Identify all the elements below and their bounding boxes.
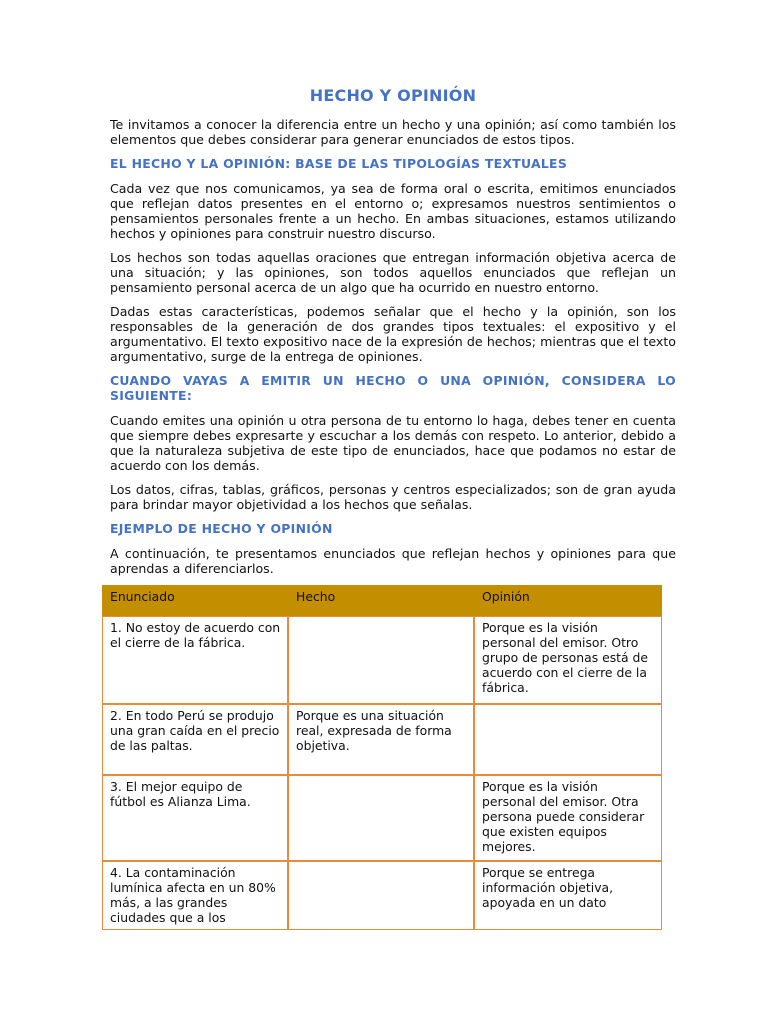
table-row	[102, 861, 662, 930]
cell-hecho: Porque es una situación real, expresada de forma objetiva.	[288, 704, 474, 775]
cell-hecho	[288, 775, 474, 861]
cell-enunciado: 2. En todo Perú se produjo una gran caída en el precio de las paltas.	[102, 704, 288, 775]
example-table	[102, 585, 662, 930]
section-heading-ejemplo: EJEMPLO DE HECHO Y OPINIÓN	[110, 521, 333, 536]
table-row	[102, 704, 662, 775]
page-title: HECHO Y OPINIÓN	[309, 86, 477, 105]
header-opinion: Opinión	[474, 585, 662, 616]
paragraph: A continuación, te presentamos enunciados que reflejan hechos y opiniones para que aprendas a diferenciarlos.	[110, 546, 676, 576]
table-header-row	[102, 585, 662, 616]
example-table-container	[102, 585, 662, 930]
cell-hecho	[288, 616, 474, 704]
paragraph: Los hechos son todas aquellas oraciones que entregan información objetiva acerca de una situación; y las opiniones, son todos aquellos enunciados que reflejan un pensamiento personal acerca de un algo que ha ocurrido en nuestro entorno.	[110, 250, 676, 295]
cell-opinion	[474, 704, 662, 775]
paragraph: Dadas estas características, podemos señalar que el hecho y la opinión, son los responsables de la generación de dos grandes tipos textuales: el expositivo y el argumentativo. El texto expositivo nace de la expresión de hechos; mientras que el texto argumentativo, surge de la entrega de opiniones.	[110, 304, 676, 364]
intro-paragraph: Te invitamos a conocer la diferencia entre un hecho y una opinión; así como también los elementos que debes considerar para generar enunciados de estos tipos.	[110, 117, 676, 147]
cell-enunciado: 3. El mejor equipo de fútbol es Alianza Lima.	[102, 775, 288, 861]
section-heading-considera: CUANDO VAYAS A EMITIR UN HECHO O UNA OPINIÓN, CONSIDERA LO SIGUIENTE:	[110, 373, 676, 403]
paragraph: Cada vez que nos comunicamos, ya sea de forma oral o escrita, emitimos enunciados que reflejan datos presentes en el entorno o; expresamos nuestros sentimientos o pensamientos personales frente a un hecho. En ambas situaciones, estamos utilizando hechos y opiniones para construir nuestro discurso.	[110, 181, 676, 241]
cell-opinion: Porque es la visión personal del emisor. Otro grupo de personas está de acuerdo con el cierre de la fábrica.	[474, 616, 662, 704]
header-enunciado: Enunciado	[102, 585, 288, 616]
section-heading-hecho-opinion: EL HECHO Y LA OPINIÓN: BASE DE LAS TIPOLOGÍAS TEXTUALES	[110, 156, 568, 171]
cell-enunciado: 4. La contaminación lumínica afecta en un 80% más, a las grandes ciudades que a los	[102, 861, 288, 930]
header-hecho: Hecho	[288, 585, 474, 616]
cell-opinion: Porque se entrega información objetiva, apoyada en un dato	[474, 861, 662, 930]
cell-hecho	[288, 861, 474, 930]
table-row	[102, 775, 662, 861]
paragraph: Cuando emites una opinión u otra persona de tu entorno lo haga, debes tener en cuenta que siempre debes expresarte y escuchar a los demás con respeto. Lo anterior, debido a que la naturaleza subjetiva de este tipo de enunciados, hace que podamos no estar de acuerdo con los demás.	[110, 413, 676, 473]
cell-enunciado: 1. No estoy de acuerdo con el cierre de la fábrica.	[102, 616, 288, 704]
table-row	[102, 616, 662, 704]
cell-opinion: Porque es la visión personal del emisor. Otra persona puede considerar que existen equipos mejores.	[474, 775, 662, 861]
paragraph: Los datos, cifras, tablas, gráficos, personas y centros especializados; son de gran ayuda para brindar mayor objetividad a los hechos que señalas.	[110, 482, 676, 512]
